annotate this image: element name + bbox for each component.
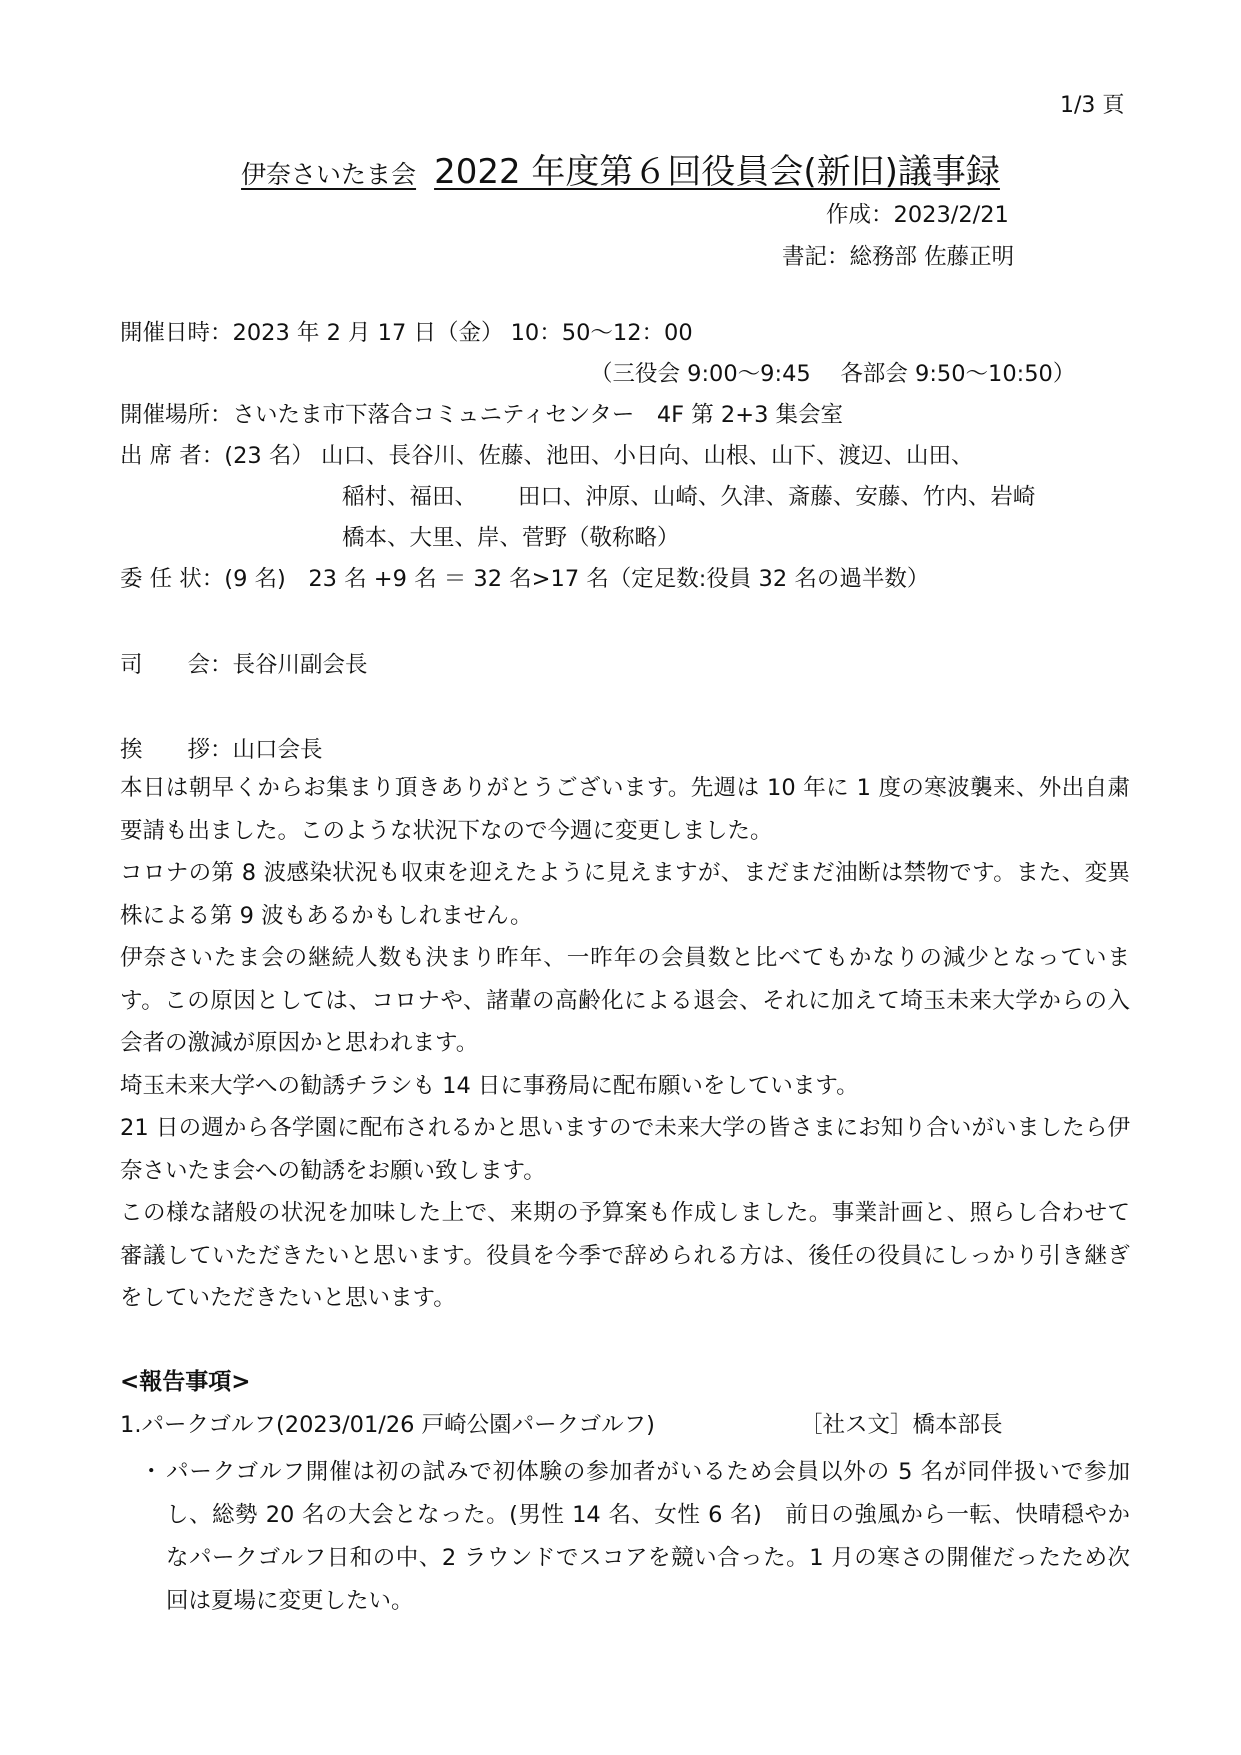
greeting-speaker: 挨 拶：山口会長	[120, 737, 323, 763]
meeting-sub-schedule: （三役会 9:00～9:45 各部会 9:50～10:50）	[590, 361, 1076, 387]
greeting-paragraph: コロナの第 8 波感染状況も収束を迎えたように見えますが、まだまだ油断は禁物です。また、変異株による第 9 波もあるかもしれません。	[120, 860, 1130, 929]
report-item-name: 1.パークゴルフ(2023/01/26 戸崎公園パークゴルフ)	[120, 1412, 655, 1438]
bullet-marker: ・	[140, 1459, 163, 1485]
greeting-paragraph: 埼玉未来大学への勧誘チラシも 14 日に事務局に配布願いをしています。	[120, 1072, 859, 1099]
greeting-paragraph: 21 日の週から各学園に配布されるかと思いますので未来大学の皆さまにお知り合いがいましたら伊奈さいたま会への勧誘をお願い致します。	[120, 1115, 1130, 1184]
report-item-title	[120, 1410, 1003, 1440]
title-main: 2022 年度第６回役員会(新旧)議事録	[434, 152, 1000, 192]
document-title	[0, 150, 1241, 197]
greeting-paragraph: この様な諸般の状況を加味した上で、来期の予算案も作成しました。事業計画と、照らし合わせて審議していただきたいと思います。役員を今季で辞められる方は、後任の役員にしっかり引き継ぎをしていただきたいと思います。	[120, 1200, 1130, 1311]
report-item-department: ［社ス文］橋本部長	[800, 1412, 1003, 1438]
report-heading: <報告事項>	[120, 1369, 251, 1395]
attendees-line-2: 稲村、福田、 田口、沖原、山崎、久津、斎藤、安藤、竹内、岩崎	[342, 484, 1036, 510]
report-item-body	[140, 1451, 1130, 1623]
page-number: 1/3 頁	[1060, 93, 1125, 118]
greeting-body	[120, 767, 1130, 1320]
attendees-line-3: 橋本、大里、岸、菅野（敬称略）	[342, 525, 680, 551]
scribe: 書記：総務部 佐藤正明	[782, 244, 1015, 270]
meeting-place: 開催場所：さいたま市下落合コミュニティセンター 4F 第 2+3 集会室	[120, 402, 844, 428]
proxy-count: 委 任 状：(9 名) 23 名 +9 名 ＝ 32 名>17 名（定足数:役員 32 名の過半数）	[120, 566, 930, 592]
meeting-datetime: 開催日時：2023 年 2 月 17 日（金） 10：50～12：00	[120, 320, 693, 346]
report-item-text: パークゴルフ開催は初の試みで初体験の参加者がいるため会員以外の 5 名が同伴扱いで参加し、総勢 20 名の大会となった。(男性 14 名、女性 6 名) 前日の強風から一転、快晴穏やかなパークゴルフ日和の中、2 ラウンドでスコアを競い合った。1 月の寒さの開催だったため次回は夏場に変更したい。	[166, 1459, 1130, 1614]
greeting-paragraph: 本日は朝早くからお集まり頂きありがとうございます。先週は 10 年に 1 度の寒波襲来、外出自粛要請も出ました。このような状況下なので今週に変更しました。	[120, 775, 1130, 844]
attendees-line-1: 出 席 者：(23 名） 山口、長谷川、佐藤、池田、小日向、山根、山下、渡辺、山田、	[120, 443, 974, 469]
title-organization: 伊奈さいたま会	[241, 160, 417, 189]
greeting-paragraph: 伊奈さいたま会の継続人数も決まり昨年、一昨年の会員数と比べてもかなりの減少となっています。この原因としては、コロナや、諸輩の高齢化による退会、それに加えて埼玉未来大学からの入会者の激減が原因かと思われます。	[120, 945, 1130, 1056]
chairperson: 司 会：長谷川副会長	[120, 652, 368, 678]
created-date: 作成：2023/2/21	[826, 202, 1009, 228]
